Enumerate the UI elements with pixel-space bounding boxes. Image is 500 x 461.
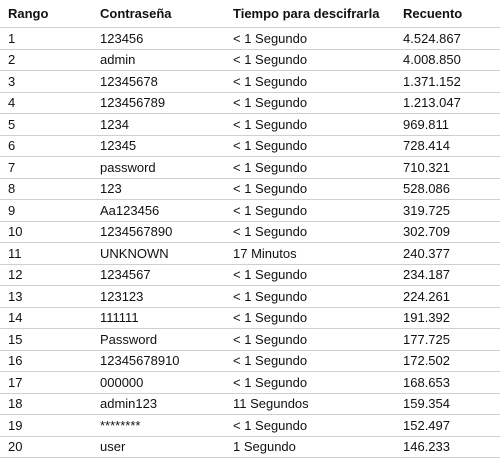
cell-password: user	[94, 436, 227, 458]
cell-count: 146.233	[397, 436, 500, 458]
table-row	[0, 307, 500, 329]
header-password: Contraseña	[100, 6, 172, 21]
cell-rank: 6	[0, 135, 94, 157]
table-row	[0, 436, 500, 458]
cell-count: 191.392	[397, 307, 500, 329]
cell-password: Password	[94, 329, 227, 351]
cell-crack-time: < 1 Segundo	[227, 221, 397, 243]
table-row	[0, 264, 500, 286]
cell-password: 123	[94, 178, 227, 200]
table-row	[0, 135, 500, 157]
table-row	[0, 350, 500, 372]
cell-crack-time: < 1 Segundo	[227, 372, 397, 394]
cell-count: 152.497	[397, 415, 500, 437]
cell-count: 528.086	[397, 178, 500, 200]
cell-crack-time: < 1 Segundo	[227, 71, 397, 93]
cell-rank: 7	[0, 157, 94, 179]
cell-password: ********	[94, 415, 227, 437]
cell-password: 1234567	[94, 264, 227, 286]
cell-rank: 5	[0, 114, 94, 136]
cell-rank: 8	[0, 178, 94, 200]
cell-crack-time: < 1 Segundo	[227, 415, 397, 437]
cell-rank: 11	[0, 243, 94, 265]
cell-password: 12345678910	[94, 350, 227, 372]
cell-count: 234.187	[397, 264, 500, 286]
cell-crack-time: < 1 Segundo	[227, 178, 397, 200]
cell-count: 224.261	[397, 286, 500, 308]
table-row	[0, 221, 500, 243]
table-row	[0, 92, 500, 114]
table-row	[0, 178, 500, 200]
header-crack-time: Tiempo para descifrarla	[233, 6, 380, 21]
cell-count: 159.354	[397, 393, 500, 415]
table-row	[0, 393, 500, 415]
cell-rank: 17	[0, 372, 94, 394]
table-row	[0, 49, 500, 71]
cell-password: 1234	[94, 114, 227, 136]
cell-crack-time: < 1 Segundo	[227, 307, 397, 329]
cell-rank: 1	[0, 28, 94, 50]
table-row	[0, 415, 500, 437]
cell-crack-time: 17 Minutos	[227, 243, 397, 265]
table-row	[0, 200, 500, 222]
cell-count: 969.811	[397, 114, 500, 136]
cell-rank: 20	[0, 436, 94, 458]
cell-password: 12345678	[94, 71, 227, 93]
cell-count: 177.725	[397, 329, 500, 351]
table-row	[0, 114, 500, 136]
cell-count: 319.725	[397, 200, 500, 222]
cell-rank: 19	[0, 415, 94, 437]
cell-password: 000000	[94, 372, 227, 394]
table-row	[0, 243, 500, 265]
cell-count: 4.008.850	[397, 49, 500, 71]
cell-count: 168.653	[397, 372, 500, 394]
cell-count: 1.213.047	[397, 92, 500, 114]
cell-rank: 2	[0, 49, 94, 71]
cell-count: 172.502	[397, 350, 500, 372]
cell-password: Aa123456	[94, 200, 227, 222]
cell-crack-time: < 1 Segundo	[227, 49, 397, 71]
cell-rank: 10	[0, 221, 94, 243]
cell-count: 302.709	[397, 221, 500, 243]
header-count: Recuento	[403, 6, 463, 21]
cell-password: 123123	[94, 286, 227, 308]
cell-rank: 12	[0, 264, 94, 286]
cell-crack-time: < 1 Segundo	[227, 157, 397, 179]
cell-rank: 15	[0, 329, 94, 351]
cell-rank: 3	[0, 71, 94, 93]
cell-password: admin123	[94, 393, 227, 415]
cell-rank: 14	[0, 307, 94, 329]
cell-crack-time: < 1 Segundo	[227, 286, 397, 308]
table-row	[0, 28, 500, 50]
cell-count: 710.321	[397, 157, 500, 179]
cell-password: 123456	[94, 28, 227, 50]
cell-password: UNKNOWN	[94, 243, 227, 265]
table-row	[0, 71, 500, 93]
cell-crack-time: < 1 Segundo	[227, 350, 397, 372]
cell-password: 1234567890	[94, 221, 227, 243]
table-row	[0, 372, 500, 394]
cell-password: admin	[94, 49, 227, 71]
cell-count: 4.524.867	[397, 28, 500, 50]
cell-crack-time: < 1 Segundo	[227, 28, 397, 50]
cell-crack-time: 11 Segundos	[227, 393, 397, 415]
cell-password: 12345	[94, 135, 227, 157]
table-row	[0, 286, 500, 308]
cell-crack-time: < 1 Segundo	[227, 200, 397, 222]
table-row	[0, 157, 500, 179]
cell-crack-time: < 1 Segundo	[227, 92, 397, 114]
table-row	[0, 329, 500, 351]
cell-password: 111111	[94, 307, 227, 329]
cell-crack-time: 1 Segundo	[227, 436, 397, 458]
cell-count: 728.414	[397, 135, 500, 157]
cell-rank: 13	[0, 286, 94, 308]
table-body	[0, 28, 500, 458]
cell-rank: 9	[0, 200, 94, 222]
cell-crack-time: < 1 Segundo	[227, 264, 397, 286]
cell-rank: 4	[0, 92, 94, 114]
cell-crack-time: < 1 Segundo	[227, 329, 397, 351]
table-header-row	[0, 0, 500, 28]
cell-password: 123456789	[94, 92, 227, 114]
cell-count: 240.377	[397, 243, 500, 265]
cell-count: 1.371.152	[397, 71, 500, 93]
cell-password: password	[94, 157, 227, 179]
header-rank: Rango	[8, 6, 49, 21]
cell-crack-time: < 1 Segundo	[227, 135, 397, 157]
cell-rank: 16	[0, 350, 94, 372]
cell-rank: 18	[0, 393, 94, 415]
cell-crack-time: < 1 Segundo	[227, 114, 397, 136]
